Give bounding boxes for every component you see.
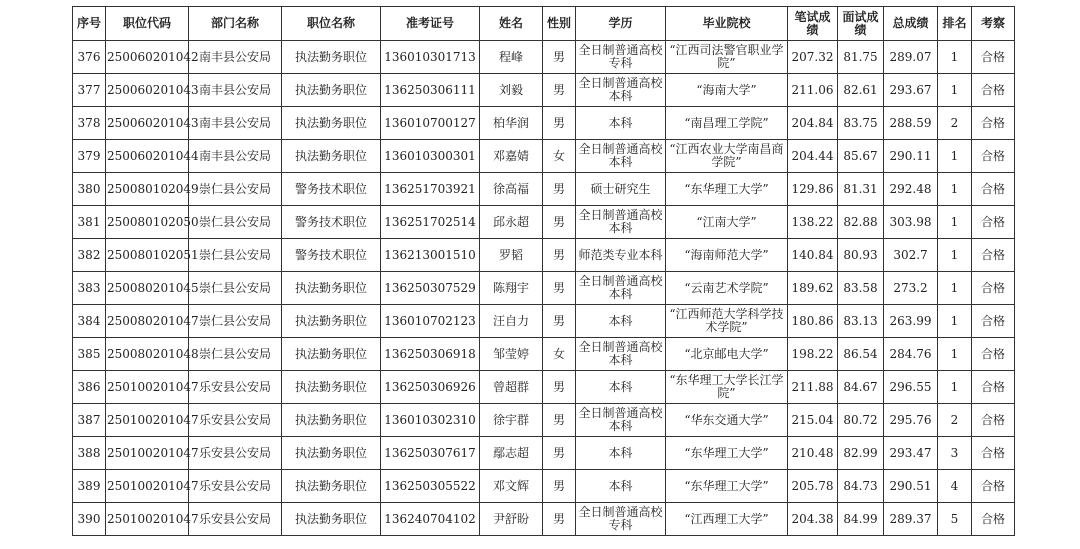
table-cell: 南丰县公安局 [189, 74, 282, 107]
table-cell: 205.78 [788, 470, 838, 503]
table-cell: 乐安县公安局 [189, 503, 282, 536]
table-cell: 崇仁县公安局 [189, 206, 282, 239]
table-row [73, 41, 1015, 74]
table-cell: 250060201043 [106, 107, 189, 140]
table-cell: 250100201047 [106, 503, 189, 536]
table-cell: 合格 [972, 41, 1015, 74]
table-cell: 136010302310 [381, 404, 480, 437]
table-cell: 136010300301 [381, 140, 480, 173]
table-cell: 执法勤务职位 [282, 371, 381, 404]
table-cell: 男 [543, 437, 576, 470]
table-cell: 136010301713 [381, 41, 480, 74]
table-cell: 295.76 [884, 404, 938, 437]
table-cell: 250100201047 [106, 437, 189, 470]
table-cell: 曾超群 [480, 371, 543, 404]
table-cell: “江西司法警官职业学院” [666, 41, 788, 74]
table-cell: 289.07 [884, 41, 938, 74]
table-cell: 138.22 [788, 206, 838, 239]
table-cell: 378 [73, 107, 106, 140]
table-cell: “江南大学” [666, 206, 788, 239]
table-cell: 386 [73, 371, 106, 404]
table-cell: 徐高福 [480, 173, 543, 206]
table-cell: 250080201047 [106, 305, 189, 338]
table-row [73, 371, 1015, 404]
table-cell: 合格 [972, 305, 1015, 338]
table-cell: 南丰县公安局 [189, 41, 282, 74]
table-cell: 84.67 [838, 371, 884, 404]
table-cell: 80.72 [838, 404, 884, 437]
table-cell: 女 [543, 140, 576, 173]
table-cell: 男 [543, 404, 576, 437]
table-cell: 136250307617 [381, 437, 480, 470]
table-cell: 382 [73, 239, 106, 272]
table-cell: 男 [543, 305, 576, 338]
table-cell: 本科 [576, 107, 666, 140]
table-cell: 84.99 [838, 503, 884, 536]
table-cell: 执法勤务职位 [282, 338, 381, 371]
table-cell: 384 [73, 305, 106, 338]
table-cell: 80.93 [838, 239, 884, 272]
table-cell: 211.88 [788, 371, 838, 404]
table-cell: 男 [543, 107, 576, 140]
table-body [73, 41, 1015, 536]
table-cell: 崇仁县公安局 [189, 338, 282, 371]
table-cell: 82.99 [838, 437, 884, 470]
table-cell: 南丰县公安局 [189, 107, 282, 140]
table-cell: 377 [73, 74, 106, 107]
table-row [73, 503, 1015, 536]
table-cell: 警务技术职位 [282, 239, 381, 272]
table-cell: 1 [938, 74, 972, 107]
table-cell: 380 [73, 173, 106, 206]
table-cell: 82.61 [838, 74, 884, 107]
table-cell: 250060201042 [106, 41, 189, 74]
table-cell: 1 [938, 338, 972, 371]
table-cell: 288.59 [884, 107, 938, 140]
table-cell: “海南师范大学” [666, 239, 788, 272]
table-cell: “华东交通大学” [666, 404, 788, 437]
table-row [73, 305, 1015, 338]
table-cell: 129.86 [788, 173, 838, 206]
table-cell: 81.75 [838, 41, 884, 74]
table-cell: 执法勤务职位 [282, 107, 381, 140]
table-cell: 136010700127 [381, 107, 480, 140]
column-header: 笔试成绩 [788, 7, 838, 41]
table-cell: 崇仁县公安局 [189, 239, 282, 272]
table-cell: 250060201044 [106, 140, 189, 173]
table-cell: 崇仁县公安局 [189, 305, 282, 338]
table-cell: 本科 [576, 371, 666, 404]
table-cell: 执法勤务职位 [282, 470, 381, 503]
table-cell: 男 [543, 371, 576, 404]
table-cell: 136250307529 [381, 272, 480, 305]
table-cell: 全日制普通高校专科 [576, 503, 666, 536]
table-cell: 250100201047 [106, 371, 189, 404]
column-header: 序号 [73, 7, 106, 41]
table-cell: 1 [938, 305, 972, 338]
table-cell: 男 [543, 173, 576, 206]
table-cell: 136250306918 [381, 338, 480, 371]
table-cell: 204.44 [788, 140, 838, 173]
table-cell: 302.7 [884, 239, 938, 272]
table-cell: 合格 [972, 437, 1015, 470]
table-cell: 汪自力 [480, 305, 543, 338]
table-cell: 383 [73, 272, 106, 305]
column-header: 姓名 [480, 7, 543, 41]
table-cell: 284.76 [884, 338, 938, 371]
table-cell: 合格 [972, 371, 1015, 404]
table-cell: “云南艺术学院” [666, 272, 788, 305]
table-cell: 136010702123 [381, 305, 480, 338]
table-cell: 男 [543, 239, 576, 272]
table-cell: 乐安县公安局 [189, 437, 282, 470]
column-header: 面试成绩 [838, 7, 884, 41]
table-cell: 250080201048 [106, 338, 189, 371]
table-cell: 387 [73, 404, 106, 437]
table-cell: 合格 [972, 503, 1015, 536]
table-cell: 南丰县公安局 [189, 140, 282, 173]
table-cell: 执法勤务职位 [282, 272, 381, 305]
table-cell: 136250306111 [381, 74, 480, 107]
table-cell: 合格 [972, 107, 1015, 140]
table-cell: 180.86 [788, 305, 838, 338]
table-cell: 1 [938, 371, 972, 404]
table-cell: 290.11 [884, 140, 938, 173]
table-cell: 本科 [576, 437, 666, 470]
table-cell: 303.98 [884, 206, 938, 239]
table-cell: 250100201047 [106, 470, 189, 503]
table-cell: 207.32 [788, 41, 838, 74]
column-header: 考察 [972, 7, 1015, 41]
table-cell: 293.67 [884, 74, 938, 107]
table-cell: 合格 [972, 173, 1015, 206]
table-row [73, 338, 1015, 371]
table-cell: 执法勤务职位 [282, 140, 381, 173]
table-cell: 本科 [576, 470, 666, 503]
table-cell: 293.47 [884, 437, 938, 470]
table-cell: 全日制普通高校本科 [576, 206, 666, 239]
table-cell: 陈翔宇 [480, 272, 543, 305]
table-cell: 250080102050 [106, 206, 189, 239]
table-cell: 全日制普通高校本科 [576, 338, 666, 371]
table-cell: 250080201045 [106, 272, 189, 305]
table-cell: “东华理工大学” [666, 173, 788, 206]
table-cell: 1 [938, 272, 972, 305]
table-cell: 4 [938, 470, 972, 503]
table-cell: 250080102049 [106, 173, 189, 206]
table-cell: 210.48 [788, 437, 838, 470]
table-cell: 204.84 [788, 107, 838, 140]
table-cell: 执法勤务职位 [282, 503, 381, 536]
table-cell: 执法勤务职位 [282, 74, 381, 107]
table-row [73, 140, 1015, 173]
table-cell: 合格 [972, 206, 1015, 239]
table-row [73, 74, 1015, 107]
table-cell: 273.2 [884, 272, 938, 305]
table-cell: 硕士研究生 [576, 173, 666, 206]
table-cell: 5 [938, 503, 972, 536]
table-cell: 合格 [972, 470, 1015, 503]
table-cell: 崇仁县公安局 [189, 272, 282, 305]
column-header: 排名 [938, 7, 972, 41]
table-cell: 警务技术职位 [282, 206, 381, 239]
table-cell: 合格 [972, 239, 1015, 272]
table-cell: 136240704102 [381, 503, 480, 536]
table-cell: 程峰 [480, 41, 543, 74]
table-row [73, 206, 1015, 239]
table-cell: 本科 [576, 305, 666, 338]
table-cell: 警务技术职位 [282, 173, 381, 206]
table-cell: 男 [543, 470, 576, 503]
table-cell: 全日制普通高校本科 [576, 404, 666, 437]
table-cell: “东华理工大学长江学院” [666, 371, 788, 404]
table-cell: 136251703921 [381, 173, 480, 206]
table-cell: 1 [938, 173, 972, 206]
table-cell: 男 [543, 206, 576, 239]
table-cell: 执法勤务职位 [282, 437, 381, 470]
table-cell: 鄢志超 [480, 437, 543, 470]
table-cell: 211.06 [788, 74, 838, 107]
table-cell: 250060201043 [106, 74, 189, 107]
column-header: 职位名称 [282, 7, 381, 41]
table-cell: 296.55 [884, 371, 938, 404]
table-cell: 2 [938, 404, 972, 437]
column-header: 毕业院校 [666, 7, 788, 41]
table-cell: 罗韬 [480, 239, 543, 272]
table-cell: 1 [938, 206, 972, 239]
table-cell: 女 [543, 338, 576, 371]
table-cell: 合格 [972, 404, 1015, 437]
table-cell: 250080102051 [106, 239, 189, 272]
table-cell: 乐安县公安局 [189, 470, 282, 503]
header-row [73, 7, 1015, 41]
table-cell: 81.31 [838, 173, 884, 206]
table-cell: 204.38 [788, 503, 838, 536]
table-cell: 250100201047 [106, 404, 189, 437]
table-cell: 全日制普通高校本科 [576, 272, 666, 305]
table-row [73, 173, 1015, 206]
table-cell: 执法勤务职位 [282, 404, 381, 437]
table-row [73, 272, 1015, 305]
table-cell: 290.51 [884, 470, 938, 503]
table-cell: 乐安县公安局 [189, 371, 282, 404]
table-cell: 合格 [972, 272, 1015, 305]
table-cell: “东华理工大学” [666, 470, 788, 503]
table-cell: 83.75 [838, 107, 884, 140]
table-cell: 刘毅 [480, 74, 543, 107]
table-row [73, 404, 1015, 437]
table-cell: 292.48 [884, 173, 938, 206]
table-cell: 邹莹婷 [480, 338, 543, 371]
table-cell: 徐宇群 [480, 404, 543, 437]
table-cell: 136213001510 [381, 239, 480, 272]
table-cell: 136250306926 [381, 371, 480, 404]
table-cell: 3 [938, 437, 972, 470]
table-cell: 85.67 [838, 140, 884, 173]
table-cell: 合格 [972, 74, 1015, 107]
table-cell: 2 [938, 107, 972, 140]
table-cell: 140.84 [788, 239, 838, 272]
table-cell: 1 [938, 140, 972, 173]
table-cell: “江西理工大学” [666, 503, 788, 536]
table-cell: 289.37 [884, 503, 938, 536]
table-cell: “东华理工大学” [666, 437, 788, 470]
table-cell: 邓文辉 [480, 470, 543, 503]
table-cell: 385 [73, 338, 106, 371]
table-cell: 83.58 [838, 272, 884, 305]
table-cell: 男 [543, 503, 576, 536]
table-cell: 邱永超 [480, 206, 543, 239]
column-header: 准考证号 [381, 7, 480, 41]
table-cell: “北京邮电大学” [666, 338, 788, 371]
table-cell: 全日制普通高校本科 [576, 74, 666, 107]
table-cell: 男 [543, 74, 576, 107]
table-cell: 82.88 [838, 206, 884, 239]
table-row [73, 470, 1015, 503]
table-cell: 390 [73, 503, 106, 536]
table-cell: 合格 [972, 140, 1015, 173]
table-cell: 崇仁县公安局 [189, 173, 282, 206]
table-cell: 男 [543, 41, 576, 74]
results-table-container [72, 6, 1004, 536]
table-cell: 合格 [972, 338, 1015, 371]
table-cell: 381 [73, 206, 106, 239]
table-cell: 379 [73, 140, 106, 173]
column-header: 学历 [576, 7, 666, 41]
table-cell: 执法勤务职位 [282, 305, 381, 338]
table-row [73, 239, 1015, 272]
table-cell: 136251702514 [381, 206, 480, 239]
table-cell: 柏华润 [480, 107, 543, 140]
table-cell: 84.73 [838, 470, 884, 503]
column-header: 部门名称 [189, 7, 282, 41]
table-cell: “江西师范大学科学技术学院” [666, 305, 788, 338]
table-cell: 全日制普通高校专科 [576, 41, 666, 74]
table-cell: 男 [543, 272, 576, 305]
table-cell: 邓嘉婧 [480, 140, 543, 173]
table-cell: 尹舒盼 [480, 503, 543, 536]
table-row [73, 107, 1015, 140]
table-cell: 263.99 [884, 305, 938, 338]
column-header: 职位代码 [106, 7, 189, 41]
table-cell: “南昌理工学院” [666, 107, 788, 140]
table-cell: 189.62 [788, 272, 838, 305]
table-cell: 1 [938, 41, 972, 74]
table-cell: 215.04 [788, 404, 838, 437]
table-cell: “江西农业大学南昌商学院” [666, 140, 788, 173]
table-cell: 执法勤务职位 [282, 41, 381, 74]
table-cell: 388 [73, 437, 106, 470]
table-cell: “海南大学” [666, 74, 788, 107]
table-cell: 乐安县公安局 [189, 404, 282, 437]
table-cell: 136250305522 [381, 470, 480, 503]
table-cell: 376 [73, 41, 106, 74]
table-row [73, 437, 1015, 470]
table-cell: 1 [938, 239, 972, 272]
table-cell: 86.54 [838, 338, 884, 371]
results-table [72, 6, 1015, 536]
table-cell: 389 [73, 470, 106, 503]
table-cell: 师范类专业本科 [576, 239, 666, 272]
table-cell: 198.22 [788, 338, 838, 371]
table-cell: 全日制普通高校本科 [576, 140, 666, 173]
table-cell: 83.13 [838, 305, 884, 338]
column-header: 总成绩 [884, 7, 938, 41]
column-header: 性别 [543, 7, 576, 41]
